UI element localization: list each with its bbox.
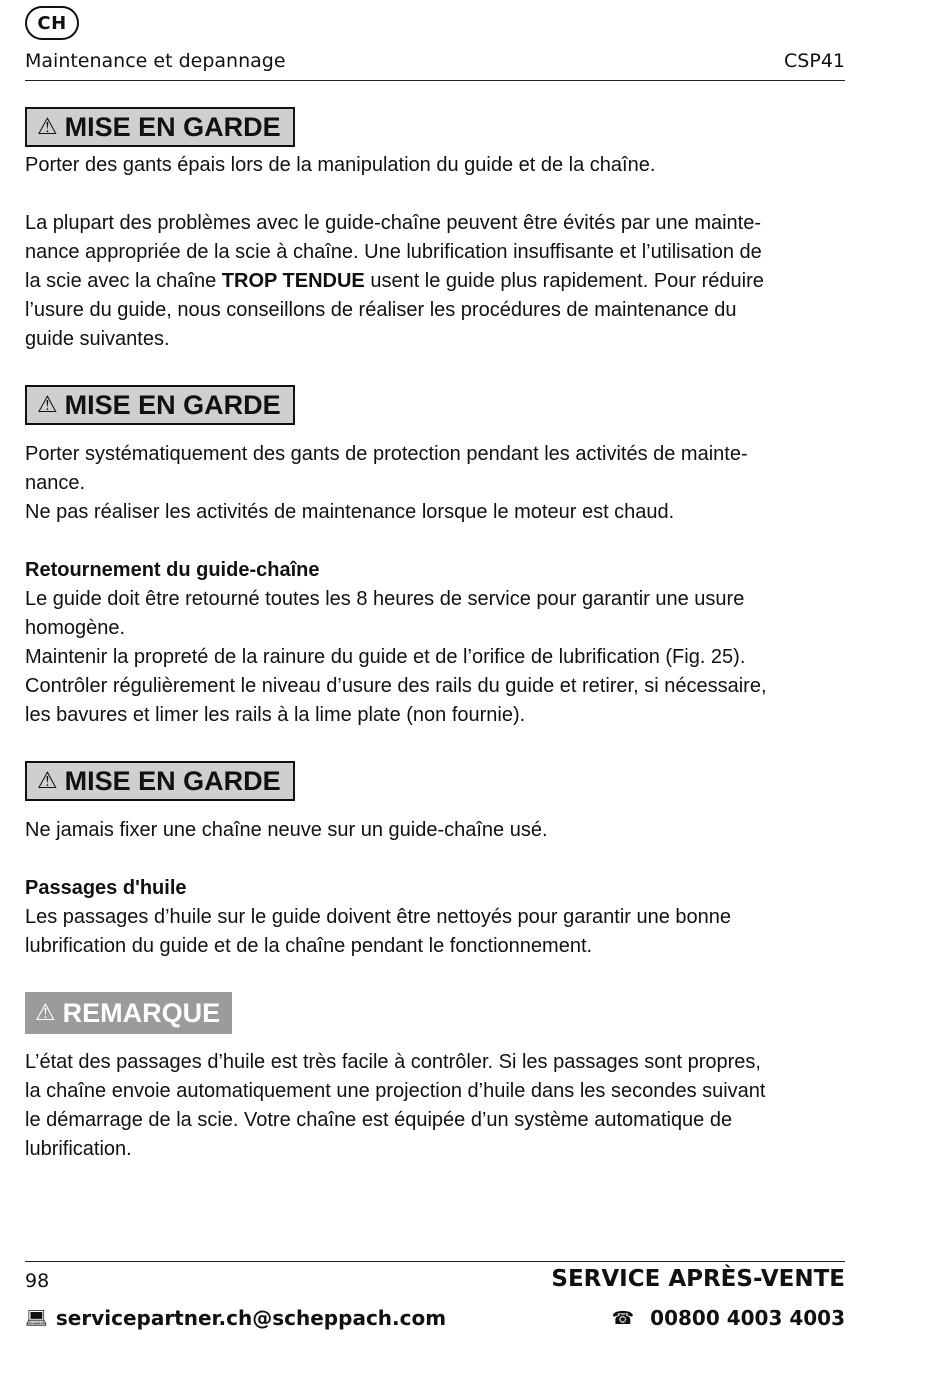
telephone-icon: ☎ bbox=[611, 1307, 635, 1329]
section-title: Maintenance et depannage bbox=[25, 50, 286, 72]
warning-triangle-icon: ⚠ bbox=[37, 392, 58, 418]
note-box bbox=[25, 992, 232, 1034]
warning-label: MISE EN GARDE bbox=[64, 389, 281, 420]
warning-label: MISE EN GARDE bbox=[64, 765, 281, 796]
model-name: CSP41 bbox=[784, 50, 845, 72]
section-heading: Passages d'huile bbox=[25, 877, 187, 899]
computer-icon: 💻︎ bbox=[25, 1307, 48, 1329]
service-email[interactable] bbox=[25, 1306, 446, 1330]
note-text: L’état des passages d’huile est très facile à contrôler. Si les passages sont propres, la chaîne envoie automatiquement une projection d’huile dans les secondes suivant le démarrage de la scie. Votre chaîne est équipée d’un système automatique de lubrification. bbox=[25, 1051, 766, 1160]
service-label: SERVICE APRÈS-VENTE bbox=[551, 1266, 845, 1292]
country-badge: CH bbox=[25, 6, 79, 40]
footer-rule bbox=[25, 1261, 845, 1262]
header-rule bbox=[25, 80, 845, 81]
section-heading: Retournement du guide-chaîne bbox=[25, 559, 320, 581]
passages-huile-section: Passages d'huile Les passages d’huile sur le guide doivent être nettoyés pour garantir une bonne lubrification du guide et de la chaîne pendant le fonctionnement. bbox=[25, 874, 855, 961]
intro-paragraph: La plupart des problèmes avec le guide-chaîne peuvent être évités par une mainte- nance appropriée de la scie à chaîne. Une lubrification insuffisante et l’utilisation de la scie avec la chaîne TROP TENDUE usent le guide plus rapidement. Pour réduire l’usure du guide, nous conseillons de réaliser les procédures de maintenance du guide suivantes. bbox=[25, 212, 764, 350]
warning-3-text: Ne jamais fixer une chaîne neuve sur un guide-chaîne usé. bbox=[25, 819, 548, 841]
email-text[interactable]: servicepartner.ch@scheppach.com bbox=[55, 1306, 447, 1330]
warning-triangle-icon: ⚠ bbox=[37, 768, 58, 794]
retournement-section: Retournement du guide-chaîne Le guide doit être retourné toutes les 8 heures de service pour garantir une usure homogène. Maintenir la propreté de la rainure du guide et de l’orifice de lubrification (Fig. 25). Contrôler régulièrement le niveau d’usure des rails du guide et retirer, si nécessaire, les bavures et limer les rails à la lime plate (non fournie). bbox=[25, 556, 855, 730]
warning-label: MISE EN GARDE bbox=[64, 111, 281, 142]
warning-box-3 bbox=[25, 761, 295, 801]
page-number: 98 bbox=[25, 1270, 50, 1292]
service-phone[interactable] bbox=[612, 1306, 845, 1330]
note-label: REMARQUE bbox=[62, 997, 221, 1028]
warning-triangle-icon: ⚠ bbox=[37, 114, 58, 140]
warning-box-1 bbox=[25, 107, 295, 147]
warning-1-text: Porter des gants épais lors de la manipulation du guide et de la chaîne. bbox=[25, 154, 656, 176]
warning-box-2 bbox=[25, 385, 295, 425]
warning-2-text: Porter systématiquement des gants de protection pendant les activités de mainte- nance. Ne pas réaliser les activités de maintenance lorsque le moteur est chaud. bbox=[25, 443, 748, 523]
warning-triangle-icon: ⚠ bbox=[35, 1000, 56, 1026]
phone-text[interactable]: 00800 4003 4003 bbox=[650, 1306, 845, 1330]
